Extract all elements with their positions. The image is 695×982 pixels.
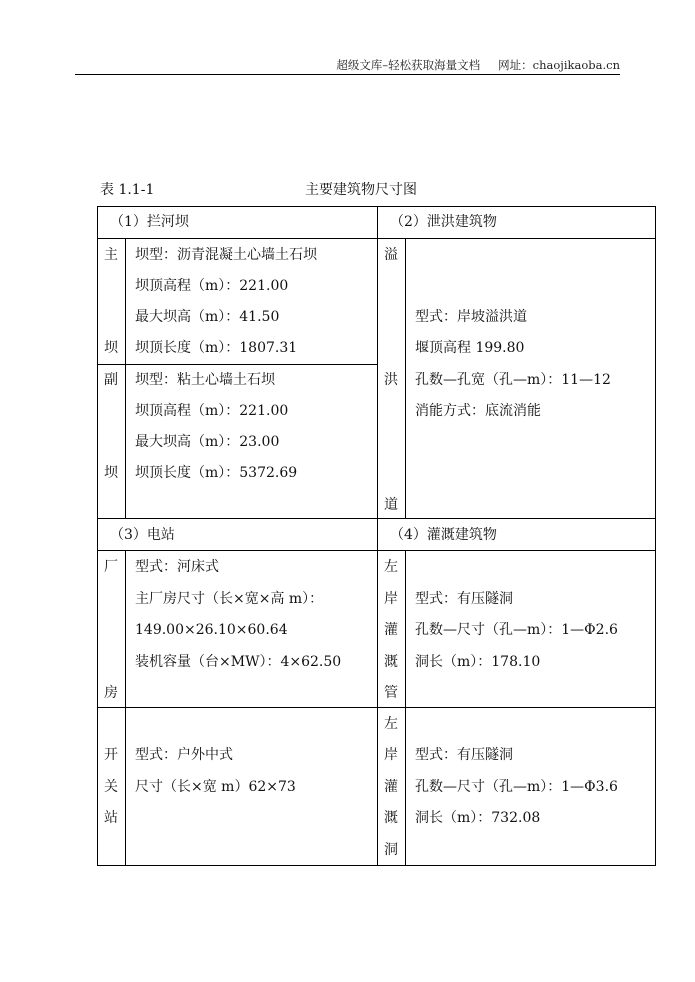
- table-title: 主要建筑物尺寸图: [305, 182, 417, 198]
- header-rule: [75, 74, 620, 75]
- row-label: 站: [104, 810, 118, 826]
- cell-text: 最大坝高（m）：23.00: [135, 434, 280, 450]
- site-url: 网址：chaojikaoba.cn: [498, 58, 620, 72]
- cell-text: 洞长（m）：732.08: [415, 810, 541, 826]
- row-label: 房: [104, 685, 118, 701]
- cell-text: 149.00×26.10×60.64: [135, 622, 288, 638]
- cell-text: 孔数—尺寸（孔—m）：1—Φ2.6: [415, 622, 618, 638]
- row-label: 道: [384, 497, 398, 513]
- cell-text: 孔数—孔宽（孔—m）：11—12: [415, 372, 611, 388]
- cell-text: 尺寸（长×宽 m）62×73: [135, 779, 296, 795]
- cell-text: 装机容量（台×MW）：4×62.50: [135, 654, 342, 670]
- page-header: [336, 57, 620, 73]
- cell-text: 主厂房尺寸（长×宽×高 m）：: [135, 591, 324, 607]
- row-label: 岸: [384, 747, 398, 763]
- row-label: 管: [384, 685, 398, 701]
- cell-text: 坝顶长度（m）：1807.31: [135, 340, 298, 356]
- cell-text: 型式：有压隧洞: [415, 747, 513, 763]
- cell-text: 坝型：粘土心墙土石坝: [135, 372, 275, 388]
- site-slogan: 超级文库–轻松获取海量文档: [336, 58, 481, 72]
- cell-text: 最大坝高（m）：41.50: [135, 309, 280, 325]
- cell-text: 消能方式：底流消能: [415, 403, 541, 419]
- table-border: [97, 206, 98, 866]
- cell-text: 坝顶高程（m）：221.00: [135, 403, 289, 419]
- table-border: [125, 550, 126, 866]
- cell-text: 堰顶高程 199.80: [415, 340, 525, 356]
- row-label: 开: [104, 747, 118, 763]
- table-border: [405, 238, 406, 519]
- row-label: 副: [104, 372, 118, 388]
- table-border: [125, 238, 126, 519]
- cell-text: 坝顶高程（m）：221.00: [135, 278, 289, 294]
- row-label: 坝: [104, 340, 118, 356]
- cell-text: 孔数—尺寸（孔—m）：1—Φ3.6: [415, 779, 618, 795]
- row-label: 左: [384, 559, 398, 575]
- row-label: 洪: [384, 372, 398, 388]
- section-title: （4）灌溉建筑物: [390, 527, 497, 543]
- cell-text: 坝型：沥青混凝土心墙土石坝: [135, 247, 317, 263]
- table-border: [655, 206, 656, 866]
- row-label: 关: [104, 779, 118, 795]
- cell-text: 型式：有压隧洞: [415, 591, 513, 607]
- table-border: [405, 550, 406, 866]
- row-label: 左: [384, 716, 398, 732]
- row-label: 溉: [384, 810, 398, 826]
- section-title: （1）拦河坝: [110, 214, 189, 230]
- row-label: 坝: [104, 465, 118, 481]
- cell-text: 型式：户外中式: [135, 747, 233, 763]
- row-label: 洞: [384, 842, 398, 858]
- cell-text: 型式：岸坡溢洪道: [415, 309, 527, 325]
- table-border: [377, 206, 378, 866]
- table-border: [97, 364, 377, 365]
- row-label: 灌: [384, 622, 398, 638]
- table-number: 表 1.1-1: [100, 182, 155, 198]
- row-label: 灌: [384, 779, 398, 795]
- cell-text: 洞长（m）：178.10: [415, 654, 541, 670]
- cell-text: 型式：河床式: [135, 559, 219, 575]
- section-title: （3）电站: [110, 527, 175, 543]
- row-label: 厂: [104, 559, 118, 575]
- row-label: 溢: [384, 247, 398, 263]
- section-title: （2）泄洪建筑物: [390, 214, 497, 230]
- row-label: 岸: [384, 591, 398, 607]
- row-label: 主: [104, 247, 118, 263]
- row-label: 溉: [384, 654, 398, 670]
- cell-text: 坝顶长度（m）：5372.69: [135, 465, 298, 481]
